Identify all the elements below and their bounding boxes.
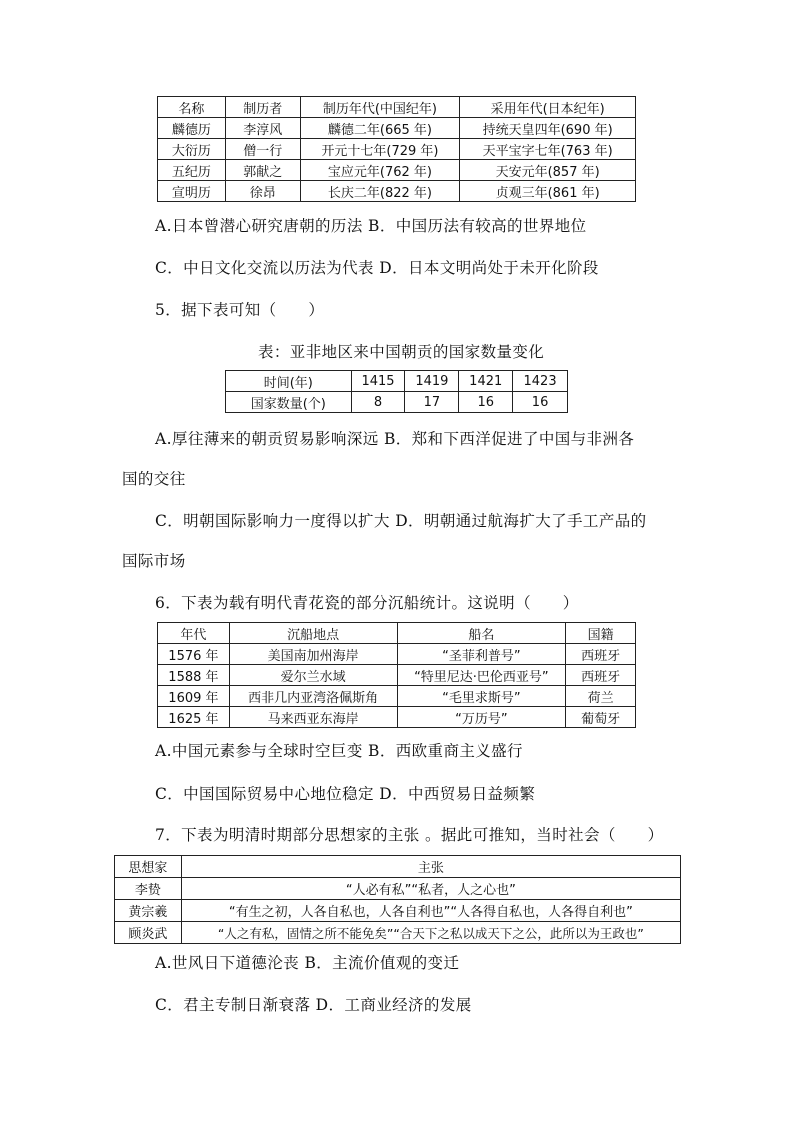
q5-stem: 5．据下表可知（ ） — [155, 301, 325, 319]
table-row — [226, 392, 568, 413]
q7-options-cd: C．君主专制日渐衰落 D．工商业经济的发展 — [155, 996, 472, 1014]
q5-options-cd-line1: C．明朝国际影响力一度得以扩大 D．明朝通过航海扩大了手工产品的 — [155, 512, 647, 530]
q4-options-cd: C．中日文化交流以历法为代表 D．日本文明尚处于未开化阶段 — [155, 259, 599, 277]
table-cell: 西班牙 — [566, 665, 636, 686]
table-row — [158, 181, 636, 202]
table-cell: 16 — [459, 392, 513, 413]
q6-options-ab: A.中国元素参与全球时空巨变 B．西欧重商主义盛行 — [155, 742, 523, 760]
table-cell: “万历号” — [397, 707, 566, 728]
table-cell: 徐昂 — [225, 181, 300, 202]
table-cell: 长庆二年(822 年) — [300, 181, 460, 202]
table-cell: 顾炎武 — [115, 922, 182, 944]
table-cell: 持统天皇四年(690 年) — [460, 118, 636, 139]
table-cell: 16 — [513, 392, 568, 413]
header-cell: 沉船地点 — [229, 623, 397, 644]
q5-options-ab-line1: A.厚往薄来的朝贡贸易影响深远 B．郑和下西洋促进了中国与非洲各 — [155, 430, 635, 448]
table-cell: 1576 年 — [158, 644, 230, 665]
table-cell: 1588 年 — [158, 665, 230, 686]
header-cell: 国籍 — [566, 623, 636, 644]
table-cell: 李淳风 — [225, 118, 300, 139]
table-cell: 郭献之 — [225, 160, 300, 181]
table-cell: 1421 — [459, 371, 513, 392]
table-cell: 1625 年 — [158, 707, 230, 728]
table-cell: 爱尔兰水域 — [229, 665, 397, 686]
table-cell: 麟德历 — [158, 118, 226, 139]
table-row — [158, 665, 636, 686]
table-row — [158, 160, 636, 181]
table-cell: 贞观三年(861 年) — [460, 181, 636, 202]
header-cell: 思想家 — [115, 856, 182, 878]
table-cell: 马来西亚东海岸 — [229, 707, 397, 728]
table-cell: 美国南加州海岸 — [229, 644, 397, 665]
q6-stem: 6．下表为载有明代青花瓷的部分沉船统计。这说明（ ） — [155, 594, 579, 612]
table-cell: “毛里求斯号” — [397, 686, 566, 707]
q4-options-ab: A.日本曾潜心研究唐朝的历法 B．中国历法有较高的世界地位 — [155, 217, 587, 235]
header-cell: 船名 — [397, 623, 566, 644]
table-cell: 17 — [405, 392, 459, 413]
table-cell: 国家数量(个) — [226, 392, 352, 413]
table-row — [226, 371, 568, 392]
table-cell: 宝应元年(762 年) — [300, 160, 460, 181]
table-cell: 时间(年) — [226, 371, 352, 392]
table-cell: “人必有私”“私者，人之心也” — [181, 878, 680, 900]
q7-options-ab: A.世风日下道德沦丧 B．主流价值观的变迁 — [155, 954, 460, 972]
table-cell: 宣明历 — [158, 181, 226, 202]
tribute-table — [225, 370, 568, 413]
header-cell: 制历者 — [225, 97, 300, 118]
table-cell: 8 — [351, 392, 405, 413]
table-header-row — [158, 97, 636, 118]
table-cell: 僧一行 — [225, 139, 300, 160]
table-row — [115, 900, 681, 922]
q7-stem: 7．下表为明清时期部分思想家的主张 。据此可推知，当时社会（ ） — [155, 826, 664, 844]
table-row — [158, 686, 636, 707]
table-row — [158, 644, 636, 665]
table-row — [158, 118, 636, 139]
table-header-row — [158, 623, 636, 644]
q5-table-caption: 表：亚非地区来中国朝贡的国家数量变化 — [258, 343, 545, 361]
q5-options-cd-line2: 国际市场 — [122, 552, 186, 570]
header-cell: 主张 — [181, 856, 680, 878]
table-cell: 李贽 — [115, 878, 182, 900]
header-cell: 制历年代(中国纪年) — [300, 97, 460, 118]
calendar-table — [157, 96, 636, 202]
table-cell: “特里尼达·巴伦西亚号” — [397, 665, 566, 686]
table-cell: 葡萄牙 — [566, 707, 636, 728]
table-row — [158, 707, 636, 728]
table-cell: 1419 — [405, 371, 459, 392]
q5-options-ab-line2: 国的交往 — [122, 470, 186, 488]
table-cell: 大衍历 — [158, 139, 226, 160]
table-cell: 荷兰 — [566, 686, 636, 707]
table-cell: “圣菲利普号” — [397, 644, 566, 665]
table-cell: 黄宗羲 — [115, 900, 182, 922]
table-cell: 西非几内亚湾洛佩斯角 — [229, 686, 397, 707]
thinkers-table — [114, 855, 681, 944]
table-cell: 开元十七年(729 年) — [300, 139, 460, 160]
header-cell: 名称 — [158, 97, 226, 118]
table-row — [115, 922, 681, 944]
shipwreck-table — [157, 622, 636, 728]
table-cell: “人之有私，固情之所不能免矣”“合天下之私以成天下之公，此所以为王政也” — [181, 922, 680, 944]
table-cell: 1415 — [351, 371, 405, 392]
table-cell: 五纪历 — [158, 160, 226, 181]
table-cell: “有生之初，人各自私也，人各自利也”“人各得自私也，人各得自利也” — [181, 900, 680, 922]
table-cell: 1423 — [513, 371, 568, 392]
table-cell: 麟德二年(665 年) — [300, 118, 460, 139]
table-cell: 1609 年 — [158, 686, 230, 707]
q6-options-cd: C．中国国际贸易中心地位稳定 D．中西贸易日益频繁 — [155, 785, 536, 803]
table-cell: 西班牙 — [566, 644, 636, 665]
table-header-row — [115, 856, 681, 878]
table-row — [115, 878, 681, 900]
table-cell: 天安元年(857 年) — [460, 160, 636, 181]
header-cell: 年代 — [158, 623, 230, 644]
header-cell: 采用年代(日本纪年) — [460, 97, 636, 118]
table-row — [158, 139, 636, 160]
table-cell: 天平宝字七年(763 年) — [460, 139, 636, 160]
